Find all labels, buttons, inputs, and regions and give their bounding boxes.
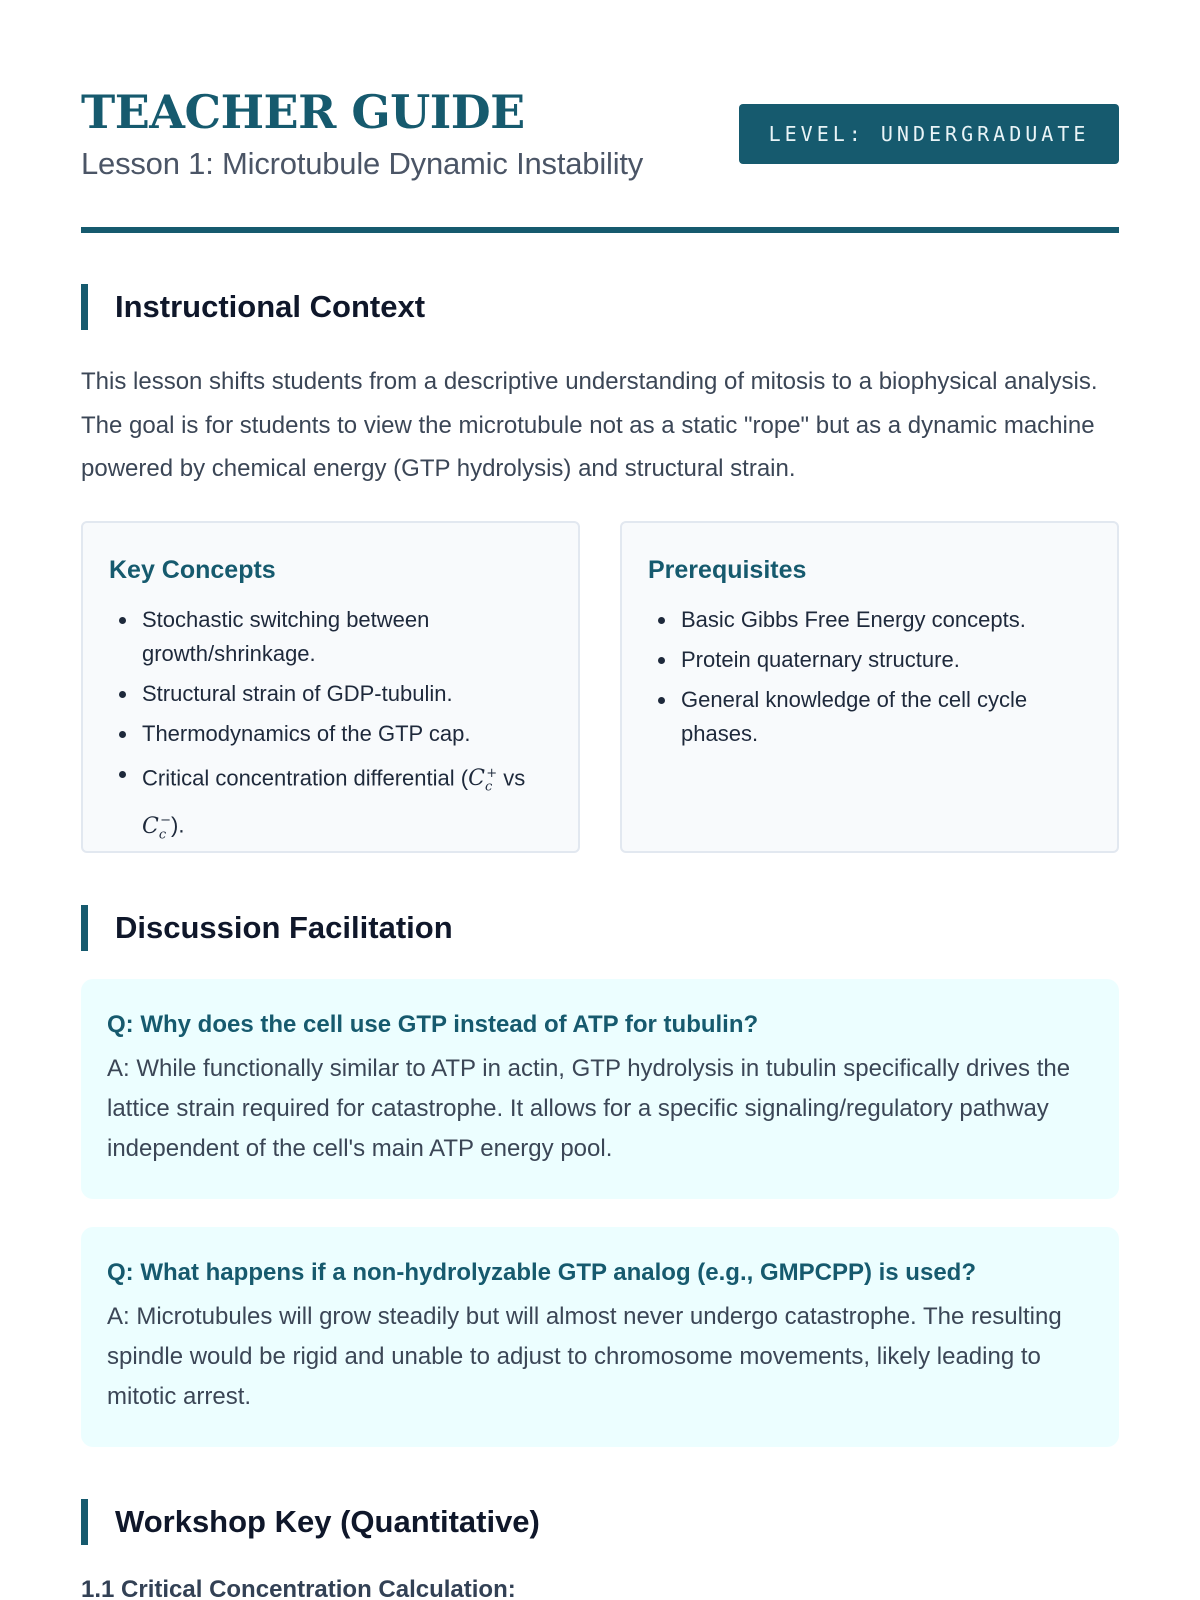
section-heading-instructional-context (81, 284, 1119, 330)
bullet-icon (658, 697, 665, 704)
section-heading-label: Discussion Facilitation (115, 909, 453, 945)
bullet-icon (658, 617, 665, 624)
concept-cards (81, 521, 1119, 853)
discussion-section (81, 905, 1119, 1447)
math-c-minus: $C_c^-$ (142, 813, 172, 842)
key-concepts-list (109, 603, 552, 852)
header-divider (81, 227, 1119, 233)
list-item: Thermodynamics of the GTP cap. (109, 717, 552, 751)
bullet-icon (658, 657, 665, 664)
level-badge: LEVEL: UNDERGRADUATE (739, 104, 1119, 164)
instructional-context-section (81, 284, 1119, 853)
list-item: Stochastic switching between growth/shrinkage. (109, 603, 552, 671)
bullet-icon (119, 771, 126, 778)
key-concepts-card (81, 521, 580, 853)
prerequisites-card (620, 521, 1119, 853)
instructional-context-body: This lesson shifts students from a descriptive understanding of mitosis to a biophysical analysis. The goal is for students to view the microtubule not as a static "rope" but as a dynamic machine powered by chemical energy (GTP hydrolysis) and structural strain. (81, 368, 1098, 482)
math-c-plus: $C_c^+$ (468, 765, 498, 795)
heading-accent-bar (81, 1499, 88, 1545)
heading-accent-bar (81, 284, 88, 330)
list-item: Basic Gibbs Free Energy concepts. (648, 603, 1091, 637)
list-item: Critical concentration differential ($C_c^+$ vs $C_c^-$). (109, 757, 552, 852)
list-item: Structural strain of GDP-tubulin. (109, 677, 552, 711)
section-heading-label: Instructional Context (115, 289, 426, 324)
qa-answer: A: While functionally similar to ATP in actin, GTP hydrolysis in tubulin specifically drives the lattice strain required for catastrophe. It allows for a specific signaling/regulatory pathway independent of the cell's main ATP energy pool. (107, 1054, 1071, 1162)
qa-card (81, 1227, 1119, 1447)
heading-accent-bar (81, 905, 88, 951)
bullet-icon (119, 691, 126, 698)
workshop-section (81, 1499, 1119, 1600)
section-heading-discussion (81, 905, 1119, 951)
bullet-icon (119, 731, 126, 738)
qa-question: Q: What happens if a non-hydrolyzable GTP analog (e.g., GMPCPP) is used? (107, 1258, 976, 1286)
section-heading-label: Workshop Key (Quantitative) (115, 1503, 540, 1539)
workshop-subheading: 1.1 Critical Concentration Calculation: (81, 1575, 516, 1600)
prerequisites-list (648, 603, 1091, 751)
guide-header (81, 0, 1119, 236)
list-item: General knowledge of the cell cycle phases. (648, 683, 1091, 751)
qa-card (81, 979, 1119, 1199)
qa-question: Q: Why does the cell use GTP instead of ATP for tubulin? (107, 1010, 759, 1038)
lesson-subtitle: Lesson 1: Microtubule Dynamic Instability (81, 146, 644, 181)
bullet-icon (119, 617, 126, 624)
section-heading-workshop (81, 1499, 1119, 1545)
key-concepts-title: Key Concepts (109, 555, 276, 584)
prerequisites-title: Prerequisites (648, 555, 807, 584)
list-item: Protein quaternary structure. (648, 643, 1091, 677)
page-title: TEACHER GUIDE (81, 85, 525, 139)
qa-answer: A: Microtubules will grow steadily but will almost never undergo catastrophe. The resulting spindle would be rigid and unable to adjust to chromosome movements, likely leading to mitotic arrest. (107, 1302, 1062, 1410)
